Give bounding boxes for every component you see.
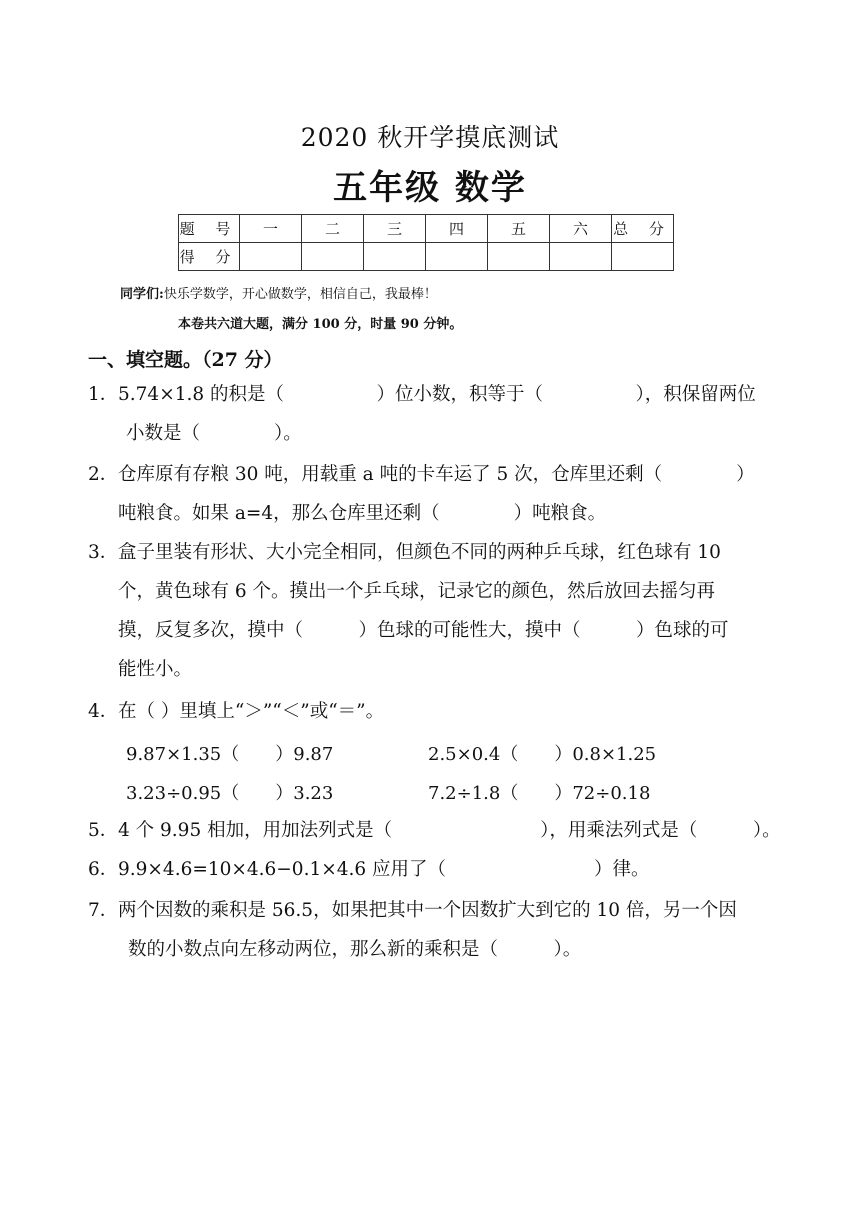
question-6 xyxy=(88,850,788,889)
question-line: 数的小数点向左移动两位，那么新的乘积是（ ）。 xyxy=(128,939,582,960)
question-line: 仓库原有存粮 30 吨，用载重 a 吨的卡车运了 5 次，仓库里还剩（ ） xyxy=(118,464,755,485)
question-number: 7． xyxy=(88,900,119,921)
question-number: 6． xyxy=(88,859,119,880)
exam-note: 本卷共六道大题，满分 100 分，时量 90 分钟。 xyxy=(178,317,463,332)
comparison-item: 2.5×0.4（ ）0.8×1.25 xyxy=(428,744,657,765)
question-number: 5． xyxy=(88,820,119,841)
score-table-header-row xyxy=(179,215,674,243)
question-1 xyxy=(88,375,788,453)
exam-title: 2020 秋开学摸底测试 xyxy=(300,123,560,152)
score-table-cell: 三 xyxy=(364,215,426,243)
section-heading: 一、填空题。（27 分） xyxy=(88,349,283,371)
question-4 xyxy=(88,692,788,731)
comparison-item: 7.2÷1.8（ ）72÷0.18 xyxy=(428,783,651,804)
score-table xyxy=(178,214,674,271)
comparison-item: 9.87×1.35（ ）9.87 xyxy=(126,744,334,765)
question-number: 4． xyxy=(88,701,119,722)
score-table-cell: 二 xyxy=(302,215,364,243)
question-number: 1． xyxy=(88,384,119,405)
comparison-item: 3.23÷0.95（ ）3.23 xyxy=(126,783,334,804)
greeting-label: 同学们: xyxy=(120,287,164,302)
question-line: 吨粮食。如果 a=4，那么仓库里还剩（ ）吨粮食。 xyxy=(118,503,607,524)
score-input-cell[interactable] xyxy=(488,243,550,271)
question-number: 3． xyxy=(88,542,119,563)
question-line: 在（ ）里填上“＞”“＜”或“＝”。 xyxy=(118,701,385,722)
score-table-cell: 总 分 xyxy=(612,215,674,243)
score-table-cell: 五 xyxy=(488,215,550,243)
question-line: 4 个 9.95 相加，用加法列式是（ ），用乘法列式是（ ）。 xyxy=(118,820,781,841)
score-table-cell: 六 xyxy=(550,215,612,243)
question-number: 2． xyxy=(88,464,119,485)
question-line: 能性小。 xyxy=(118,659,193,680)
question-2 xyxy=(88,455,788,533)
question-line: 小数是（ ）。 xyxy=(126,423,302,444)
question-3 xyxy=(88,533,788,689)
question-7 xyxy=(88,891,788,969)
score-input-cell[interactable] xyxy=(302,243,364,271)
score-input-cell[interactable] xyxy=(240,243,302,271)
question-line: 9.9×4.6=10×4.6−0.1×4.6 应用了（ ）律。 xyxy=(118,859,650,880)
exam-subtitle: 五年级 数学 xyxy=(333,168,527,208)
greeting xyxy=(120,283,437,302)
score-table-cell: 得 分 xyxy=(179,243,240,271)
score-input-cell[interactable] xyxy=(426,243,488,271)
question-line: 个，黄色球有 6 个。摸出一个乒乓球，记录它的颜色，然后放回去摇匀再 xyxy=(118,581,716,602)
question-line: 摸，反复多次，摸中（ ）色球的可能性大，摸中（ ）色球的可 xyxy=(118,620,729,641)
score-input-cell[interactable] xyxy=(612,243,674,271)
score-input-cell[interactable] xyxy=(550,243,612,271)
score-table-cell: 一 xyxy=(240,215,302,243)
score-input-cell[interactable] xyxy=(364,243,426,271)
question-5 xyxy=(88,811,808,850)
score-table-cell: 题 号 xyxy=(179,215,240,243)
score-table-cell: 四 xyxy=(426,215,488,243)
greeting-text: 快乐学数学，开心做数学，相信自己，我最棒！ xyxy=(163,287,437,302)
question-line: 盒子里装有形状、大小完全相同，但颜色不同的两种乒乓球，红色球有 10 xyxy=(118,542,721,563)
question-line: 5.74×1.8 的积是（ ）位小数，积等于（ ），积保留两位 xyxy=(118,384,756,405)
score-table-score-row xyxy=(179,243,674,271)
question-line: 两个因数的乘积是 56.5，如果把其中一个因数扩大到它的 10 倍，另一个因 xyxy=(118,900,737,921)
